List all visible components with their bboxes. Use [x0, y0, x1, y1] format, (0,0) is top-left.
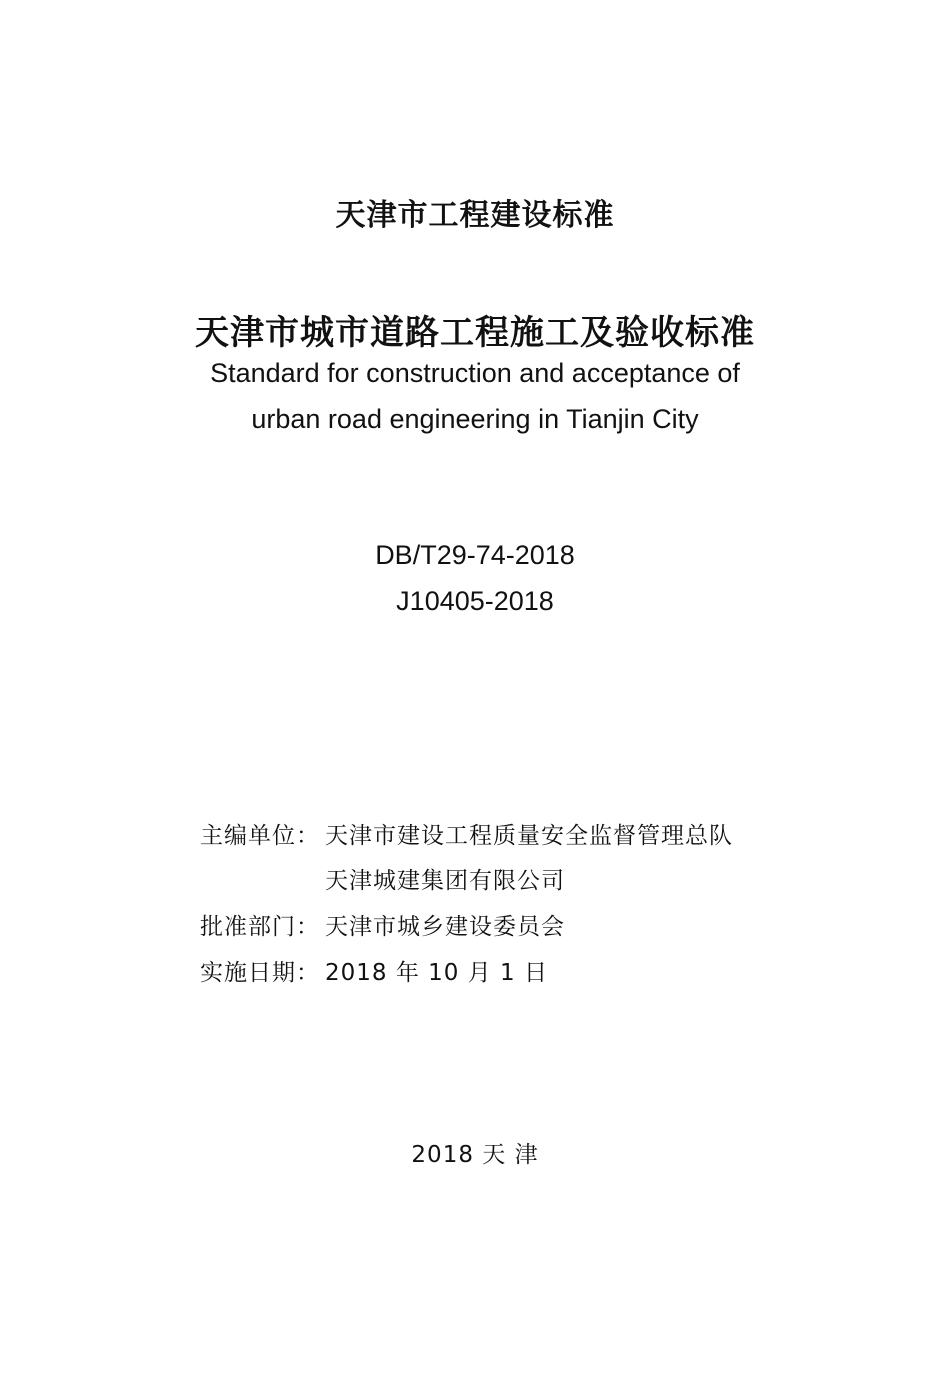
- document-title-english-line-2: urban road engineering in Tianjin City: [251, 404, 699, 434]
- effective-date-value: 2018 年 10 月 1 日: [325, 960, 548, 986]
- series-title: 天津市工程建设标准: [335, 198, 615, 233]
- editor-label-spacer: [200, 862, 325, 895]
- record-code: J10405-2018: [396, 586, 554, 616]
- effective-date-label: 实施日期：: [200, 960, 320, 986]
- publication-place-year: 2018 天 津: [411, 1142, 539, 1168]
- document-title-english-line-1: Standard for construction and acceptance of: [210, 358, 740, 388]
- editor-label: 主编单位：: [200, 823, 320, 849]
- document-title-chinese: 天津市城市道路工程施工及验收标准: [195, 313, 755, 353]
- approval-row: [200, 908, 565, 941]
- approval-label: 批准部门：: [200, 914, 320, 940]
- standard-code: DB/T29-74-2018: [375, 540, 575, 570]
- approval-department: 天津市城乡建设委员会: [325, 914, 565, 940]
- editor-organization-1: 天津市建设工程质量安全监督管理总队: [325, 823, 733, 849]
- editor-organization-2: 天津城建集团有限公司: [325, 868, 565, 894]
- editor-row-2: [200, 862, 565, 895]
- editor-row: [200, 817, 733, 850]
- effective-date-row: [200, 954, 548, 987]
